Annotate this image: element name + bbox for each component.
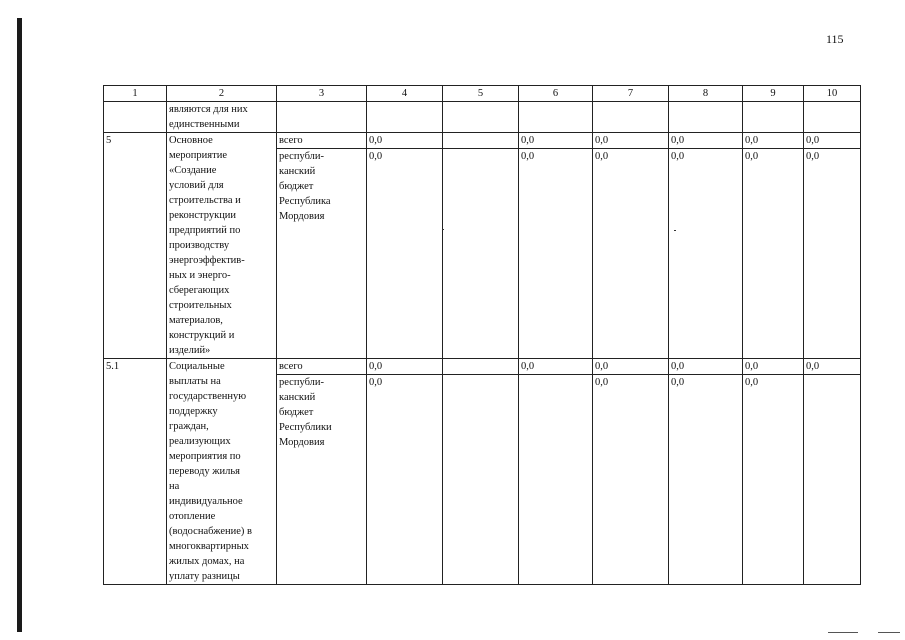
table-row	[104, 359, 861, 375]
value-cell: 0,0	[593, 149, 669, 359]
value-cell: 0,0	[669, 149, 743, 359]
table-cell	[277, 102, 367, 133]
table-cell	[104, 102, 167, 133]
value-cell	[519, 375, 593, 585]
value-cell: 0,0	[367, 149, 443, 359]
table-cell	[443, 102, 519, 133]
continuation-row	[104, 102, 861, 133]
value-cell: 0,0	[804, 133, 861, 149]
scan-speck	[442, 229, 444, 230]
funding-source: республи- канский бюджет Республики Мордовия	[277, 375, 367, 585]
page-number: 115	[826, 32, 844, 46]
row-number: 5	[104, 133, 167, 359]
value-cell: 0,0	[593, 133, 669, 149]
table-row	[104, 133, 861, 149]
table-cell	[519, 102, 593, 133]
value-cell: 0,0	[367, 375, 443, 585]
scan-corner-mark	[828, 632, 858, 633]
scan-speck	[674, 230, 676, 231]
value-cell: 0,0	[743, 359, 804, 375]
value-cell: 0,0	[367, 359, 443, 375]
column-header: 1	[104, 86, 167, 102]
value-cell: 0,0	[519, 359, 593, 375]
value-cell: 0,0	[519, 133, 593, 149]
value-cell: 0,0	[743, 149, 804, 359]
column-header: 7	[593, 86, 669, 102]
column-header: 4	[367, 86, 443, 102]
value-cell	[443, 133, 519, 149]
value-cell	[443, 149, 519, 359]
value-cell	[804, 375, 861, 585]
value-cell: 0,0	[367, 133, 443, 149]
column-header: 2	[167, 86, 277, 102]
table-cell	[593, 102, 669, 133]
value-cell: 0,0	[804, 359, 861, 375]
column-header: 5	[443, 86, 519, 102]
row-description: Основное мероприятие «Создание условий для строительства и реконструкции предприятий по производству энергоэффектив- ных и энерго- сберегающих строительных материалов, конструкций и изделий»	[167, 133, 277, 359]
value-cell	[443, 375, 519, 585]
funding-source: всего	[277, 133, 367, 149]
continuation-text: являются для них единственными	[167, 102, 277, 133]
table-cell	[804, 102, 861, 133]
value-cell: 0,0	[669, 359, 743, 375]
value-cell: 0,0	[804, 149, 861, 359]
value-cell	[443, 359, 519, 375]
row-description: Социальные выплаты на государственную поддержку граждан, реализующих мероприятия по переводу жилья на индивидуальное отопление (водоснабжение) в многоквартирных жилых домах, на уплату разницы	[167, 359, 277, 585]
value-cell: 0,0	[743, 133, 804, 149]
table-cell	[669, 102, 743, 133]
funding-source: всего	[277, 359, 367, 375]
value-cell: 0,0	[593, 375, 669, 585]
row-number: 5.1	[104, 359, 167, 585]
column-header: 10	[804, 86, 861, 102]
column-header: 6	[519, 86, 593, 102]
column-header: 9	[743, 86, 804, 102]
column-number-row	[104, 86, 861, 102]
value-cell: 0,0	[669, 133, 743, 149]
scan-corner-mark	[878, 632, 900, 633]
value-cell: 0,0	[519, 149, 593, 359]
budget-table	[103, 85, 861, 585]
column-header: 3	[277, 86, 367, 102]
funding-source: республи- канский бюджет Республика Мордовия	[277, 149, 367, 359]
value-cell: 0,0	[593, 359, 669, 375]
value-cell: 0,0	[743, 375, 804, 585]
scan-edge-bar	[17, 18, 22, 632]
table-cell	[367, 102, 443, 133]
column-header: 8	[669, 86, 743, 102]
value-cell: 0,0	[669, 375, 743, 585]
table-cell	[743, 102, 804, 133]
